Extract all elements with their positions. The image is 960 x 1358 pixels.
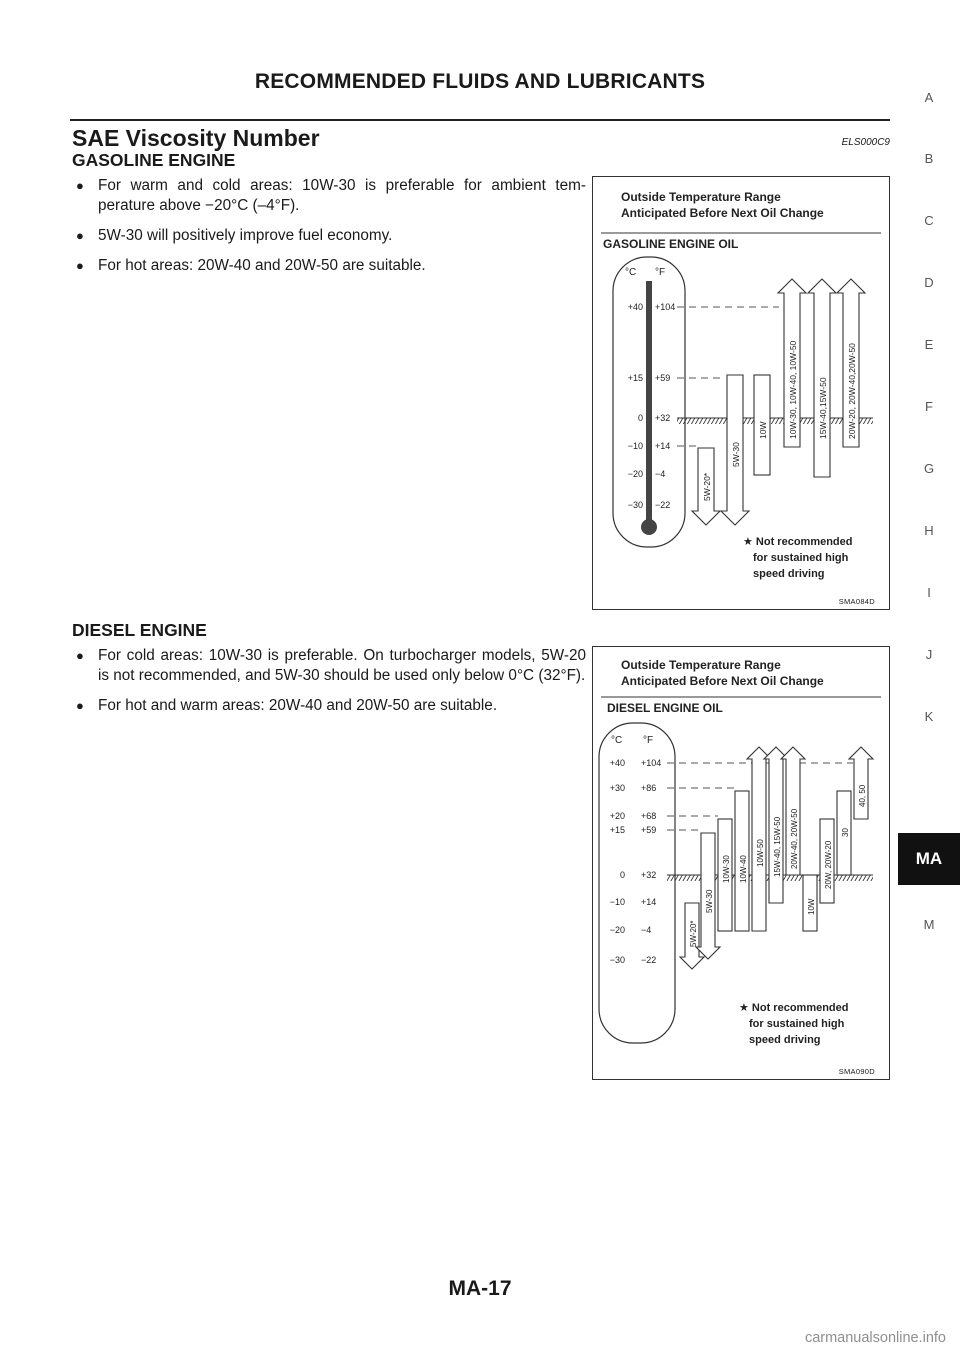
grade-label: 20W, 20W-20 bbox=[824, 840, 833, 889]
gasoline-viscosity-figure bbox=[592, 176, 890, 610]
diesel-bullet: ● For cold areas: 10W-30 is preferable. On turbocharger models, 5W-20 is not recommended, and 5W-30 should be used only below 0°C (32°F). bbox=[76, 647, 586, 684]
grade-label: 5W-20* bbox=[689, 920, 698, 947]
celsius-unit: °C bbox=[611, 735, 623, 746]
celsius-tick: +15 bbox=[627, 373, 643, 383]
fahrenheit-tick: −4 bbox=[641, 925, 652, 935]
celsius-tick: +40 bbox=[609, 758, 625, 768]
celsius-tick: −10 bbox=[609, 897, 625, 907]
figure-code: SMA084D bbox=[838, 597, 875, 606]
fahrenheit-tick: +104 bbox=[641, 758, 662, 768]
grade-label: 10W bbox=[807, 898, 816, 915]
figure-heading: Outside Temperature Range bbox=[621, 658, 781, 672]
note-text: speed driving bbox=[749, 1034, 821, 1046]
side-index-letter[interactable]: B bbox=[924, 151, 934, 166]
grade-label: 20W-40, 20W-50 bbox=[790, 808, 799, 869]
celsius-tick: −10 bbox=[627, 441, 643, 451]
side-index-letter[interactable]: J bbox=[925, 647, 933, 662]
diesel-viscosity-diagram bbox=[593, 647, 889, 1079]
gasoline-bullet: ● For hot areas: 20W-40 and 20W-50 are suitable. bbox=[76, 257, 426, 274]
grade-label: 5W-30 bbox=[731, 442, 741, 467]
side-index-active-tab[interactable]: MA bbox=[898, 833, 960, 885]
gasoline-bullet: ● 5W-30 will positively improve fuel economy. bbox=[76, 227, 393, 244]
fahrenheit-unit: °F bbox=[655, 267, 666, 278]
gasoline-engine-title: GASOLINE ENGINE bbox=[72, 150, 236, 170]
header-rule bbox=[70, 119, 890, 121]
thermometer-column bbox=[646, 281, 652, 523]
side-index-letter[interactable]: A bbox=[924, 90, 934, 105]
fahrenheit-tick: −22 bbox=[655, 500, 671, 510]
grade-bar-40 bbox=[849, 747, 873, 819]
celsius-tick: +15 bbox=[609, 825, 625, 835]
grade-label: 20W-20, 20W-40,20W-50 bbox=[847, 343, 857, 439]
page-header: RECOMMENDED FLUIDS AND LUBRICANTS bbox=[254, 70, 706, 93]
celsius-tick: −30 bbox=[627, 500, 643, 510]
side-index-letter[interactable]: C bbox=[924, 213, 934, 228]
figure-heading: Outside Temperature Range bbox=[621, 190, 781, 204]
figure-code: SMA090D bbox=[838, 1067, 875, 1076]
bullet-icon: ● bbox=[76, 648, 84, 663]
gasoline-bullet: ● For warm and cold areas: 10W-30 is preferable for ambient tem-perature above −20°C (–4°F). bbox=[76, 177, 586, 214]
fahrenheit-tick: +32 bbox=[641, 870, 657, 880]
celsius-tick: −20 bbox=[627, 469, 643, 479]
page-number: MA-17 bbox=[448, 1277, 512, 1300]
gasoline-viscosity-diagram bbox=[593, 177, 889, 609]
bullet-icon: ● bbox=[76, 228, 84, 243]
section-code: ELS000C9 bbox=[841, 137, 890, 148]
figure-heading: Anticipated Before Next Oil Change bbox=[621, 206, 824, 220]
oil-label: GASOLINE ENGINE OIL bbox=[603, 237, 739, 251]
side-index-letter[interactable]: M bbox=[923, 917, 935, 932]
fahrenheit-tick: −22 bbox=[641, 955, 657, 965]
thermometer-outline bbox=[599, 723, 675, 1043]
watermark[interactable]: carmanualsonline.info bbox=[804, 1330, 946, 1346]
diesel-engine-title: DIESEL ENGINE bbox=[72, 620, 207, 640]
oil-label: DIESEL ENGINE OIL bbox=[607, 701, 723, 715]
celsius-tick: +40 bbox=[627, 302, 643, 312]
fahrenheit-tick: +86 bbox=[641, 783, 657, 793]
celsius-unit: °C bbox=[625, 267, 637, 278]
fahrenheit-tick: +59 bbox=[641, 825, 657, 835]
bullet-icon: ● bbox=[76, 178, 84, 193]
grade-label: 10W-30 bbox=[722, 855, 731, 883]
fahrenheit-tick: +104 bbox=[655, 302, 676, 312]
grade-label: 5W-20* bbox=[702, 472, 712, 501]
fahrenheit-tick: +32 bbox=[655, 413, 671, 423]
side-index-letter[interactable]: K bbox=[924, 709, 934, 724]
grade-label: 40, 50 bbox=[858, 784, 867, 807]
side-index-letter[interactable]: G bbox=[923, 461, 935, 476]
note-text: ★ Not recommended bbox=[743, 536, 853, 548]
diesel-bullet: ● For hot and warm areas: 20W-40 and 20W-50 are suitable. bbox=[76, 697, 498, 714]
celsius-tick: −30 bbox=[609, 955, 625, 965]
bullet-icon: ● bbox=[76, 698, 84, 713]
grade-label: 30 bbox=[841, 828, 850, 837]
figure-heading: Anticipated Before Next Oil Change bbox=[621, 674, 824, 688]
note-text: ★ Not recommended bbox=[739, 1002, 849, 1014]
fahrenheit-unit: °F bbox=[643, 735, 654, 746]
grade-label: 5W-30 bbox=[705, 889, 714, 913]
celsius-tick: +30 bbox=[609, 783, 625, 793]
celsius-tick: 0 bbox=[619, 870, 625, 880]
diesel-bullet-list bbox=[72, 646, 586, 726]
side-index-letter[interactable]: D bbox=[924, 275, 934, 290]
note-text: for sustained high bbox=[753, 552, 849, 564]
note-text: for sustained high bbox=[749, 1018, 845, 1030]
bullet-icon: ● bbox=[76, 258, 84, 273]
thermometer-bulb bbox=[641, 519, 657, 535]
fahrenheit-tick: +59 bbox=[655, 373, 671, 383]
fahrenheit-tick: +14 bbox=[641, 897, 657, 907]
side-index-letter[interactable]: F bbox=[925, 399, 933, 414]
side-index-letter[interactable]: I bbox=[927, 585, 931, 600]
fahrenheit-tick: −4 bbox=[655, 469, 666, 479]
grade-label: 10W-50 bbox=[756, 839, 765, 867]
section-title: SAE Viscosity Number bbox=[72, 125, 320, 151]
celsius-tick: −20 bbox=[609, 925, 625, 935]
grade-label: 15W-40, 15W-50 bbox=[773, 816, 782, 877]
grade-label: 15W-40,15W-50 bbox=[818, 377, 828, 439]
side-index-letter[interactable]: H bbox=[924, 523, 934, 538]
celsius-tick: 0 bbox=[637, 413, 643, 423]
fahrenheit-tick: +14 bbox=[655, 441, 671, 451]
gasoline-bullet-list bbox=[72, 176, 586, 286]
grade-label: 10W-40 bbox=[739, 855, 748, 883]
diesel-viscosity-figure bbox=[592, 646, 890, 1080]
fahrenheit-tick: +68 bbox=[641, 811, 657, 821]
grade-label: 10W-30, 10W-40, 10W-50 bbox=[788, 340, 798, 439]
grade-label: 10W bbox=[758, 421, 768, 439]
note-text: speed driving bbox=[753, 568, 825, 580]
celsius-tick: +20 bbox=[609, 811, 625, 821]
grade-bar-10w50 bbox=[747, 747, 771, 931]
side-index-letter[interactable]: E bbox=[924, 337, 934, 352]
